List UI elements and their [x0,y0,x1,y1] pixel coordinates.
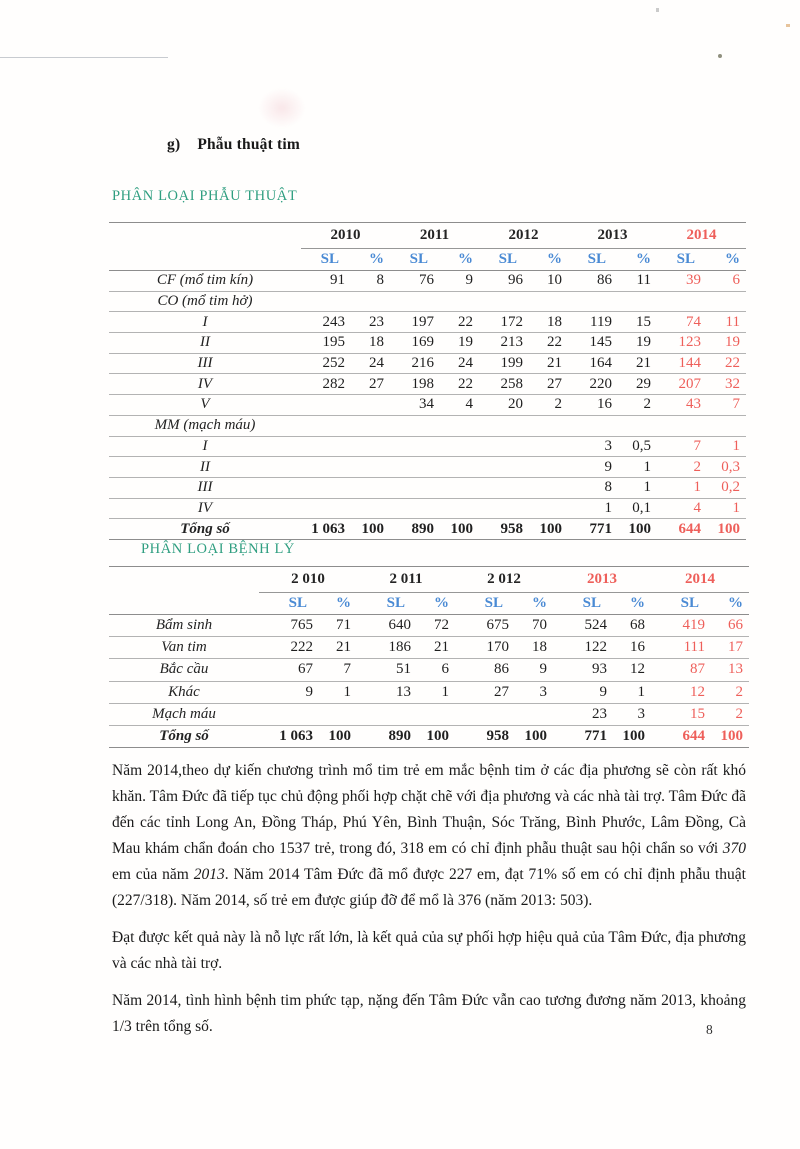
scan-artifact-smudge [258,88,306,128]
value-cell [479,477,529,498]
value-cell: 21 [417,637,455,659]
value-cell: 119 [568,312,618,333]
value-cell [301,436,351,457]
subheader-cell: % [529,249,568,271]
table-head [109,567,749,615]
year-header: 2014 [657,223,746,249]
subheader-cell: % [618,249,657,271]
value-cell: 198 [390,374,440,395]
value-cell [568,415,618,436]
value-cell: 1 [417,681,455,703]
value-cell: 111 [651,637,711,659]
value-cell [529,291,568,312]
subheader-cell: % [711,593,749,615]
text-segment: em của năm [112,866,194,883]
value-cell: 1 [319,681,357,703]
value-cell: 199 [479,353,529,374]
value-cell [351,477,390,498]
value-cell: 771 [553,725,613,747]
subheader-cell: SL [301,249,351,271]
page-number: 8 [706,1022,713,1037]
table-row [109,395,746,416]
page-heading [167,136,300,154]
row-label-cell: MM (mạch máu) [109,415,301,436]
row-label-cell: Bắc cầu [109,659,259,681]
value-cell: 12 [651,681,711,703]
value-cell: 164 [568,353,618,374]
table-row [109,637,749,659]
value-cell [301,457,351,478]
value-cell: 51 [357,659,417,681]
row-label-cell: IV [109,374,301,395]
value-cell [351,291,390,312]
value-cell [390,498,440,519]
value-cell [529,457,568,478]
value-cell: 207 [657,374,707,395]
pathology-classification-table [109,566,749,748]
value-cell: 100 [417,725,455,747]
value-cell [440,436,479,457]
value-cell: 1 [707,436,746,457]
table-head [109,223,746,271]
value-cell: 2 [529,395,568,416]
value-cell [351,436,390,457]
value-cell [390,457,440,478]
value-cell [301,395,351,416]
section-title-surgery-classification: PHÂN LOẠI PHẪU THUẬT [112,188,298,204]
value-cell [351,498,390,519]
body-paragraph [112,988,746,1040]
value-cell: 258 [479,374,529,395]
value-cell: 22 [529,333,568,354]
value-cell: 72 [417,615,455,637]
value-cell: 67 [259,659,319,681]
text-segment: . Năm 2014 Tâm Đức đã mổ được 227 em, đạt 71% số em có chỉ định phẫu thuật (227/318). Năm 2014, số trẻ em được giúp đỡ để mổ là 376 (năm 2013: 503). [112,866,746,909]
value-cell: 890 [357,725,417,747]
text-segment: 370 [722,840,746,857]
year-header: 2013 [553,567,651,593]
value-cell: 220 [568,374,618,395]
value-cell: 15 [618,312,657,333]
value-cell: 644 [651,725,711,747]
value-cell: 21 [529,353,568,374]
year-header: 2010 [301,223,390,249]
value-cell: 18 [529,312,568,333]
value-cell: 11 [707,312,746,333]
row-label-cell: I [109,312,301,333]
value-cell: 1 [568,498,618,519]
subheader-cell: SL [455,593,515,615]
subheader-cell: SL [568,249,618,271]
value-cell [479,498,529,519]
row-label-cell: II [109,457,301,478]
table-row [109,498,746,519]
value-cell [657,291,707,312]
value-cell [390,415,440,436]
value-cell: 86 [568,271,618,292]
value-cell: 22 [440,312,479,333]
value-cell: 7 [707,395,746,416]
value-cell: 213 [479,333,529,354]
row-label-cell: Mạch máu [109,703,259,725]
value-cell [529,436,568,457]
table-corner-cell [109,223,301,271]
value-cell: 68 [613,615,651,637]
table-row [109,333,746,354]
value-cell: 39 [657,271,707,292]
heading-title: Phẫu thuật tim [197,136,301,153]
value-cell: 197 [390,312,440,333]
value-cell: 0,3 [707,457,746,478]
text-segment: Đạt được kết quả này là nỗ lực rất lớn, là kết quả của sự phối hợp hiệu quả của Tâm Đức, địa phương và các nhà tài trợ. [112,929,746,972]
value-cell [319,703,357,725]
value-cell [529,477,568,498]
value-cell [390,477,440,498]
value-cell [301,291,351,312]
value-cell [707,291,746,312]
table-row [109,312,746,333]
value-cell: 20 [479,395,529,416]
value-cell [529,415,568,436]
row-label-cell: V [109,395,301,416]
value-cell: 27 [529,374,568,395]
value-cell: 23 [553,703,613,725]
table-row [109,703,749,725]
table-row [109,457,746,478]
value-cell: 3 [515,681,553,703]
table-corner-cell [109,567,259,615]
value-cell: 675 [455,615,515,637]
value-cell [259,703,319,725]
value-cell: 0,2 [707,477,746,498]
value-cell: 21 [618,353,657,374]
value-cell [440,415,479,436]
scan-artifact-speck [786,24,790,27]
row-label-cell: I [109,436,301,457]
value-cell: 195 [301,333,351,354]
value-cell: 43 [657,395,707,416]
value-cell: 100 [351,519,390,540]
surgery-classification-table [109,222,746,540]
value-cell [618,415,657,436]
value-cell: 7 [657,436,707,457]
value-cell: 771 [568,519,618,540]
scan-artifact-line [0,57,168,58]
year-header: 2 011 [357,567,455,593]
value-cell: 100 [707,519,746,540]
subheader-cell: % [515,593,553,615]
table-row [109,681,749,703]
value-cell: 2 [711,703,749,725]
subheader-cell: SL [479,249,529,271]
row-label-cell: Khác [109,681,259,703]
value-cell: 3 [568,436,618,457]
subheader-cell: SL [651,593,711,615]
value-cell: 640 [357,615,417,637]
value-cell: 1 063 [301,519,351,540]
value-cell: 9 [553,681,613,703]
year-header: 2013 [568,223,657,249]
value-cell [568,291,618,312]
value-cell [657,415,707,436]
value-cell: 7 [319,659,357,681]
body-text-block [112,758,746,1051]
value-cell: 644 [657,519,707,540]
value-cell: 6 [707,271,746,292]
value-cell: 74 [657,312,707,333]
value-cell: 13 [357,681,417,703]
value-cell [440,477,479,498]
value-cell: 122 [553,637,613,659]
value-cell [479,291,529,312]
table-row [109,659,749,681]
value-cell: 19 [618,333,657,354]
value-cell: 243 [301,312,351,333]
year-header: 2014 [651,567,749,593]
value-cell: 186 [357,637,417,659]
value-cell: 100 [711,725,749,747]
row-label-cell: III [109,353,301,374]
value-cell: 2 [618,395,657,416]
value-cell: 419 [651,615,711,637]
subheader-cell: SL [259,593,319,615]
value-cell: 24 [351,353,390,374]
value-cell: 12 [613,659,651,681]
heading-letter: g) [167,136,181,153]
table-row [109,519,746,540]
value-cell [351,415,390,436]
table-row [109,271,746,292]
value-cell: 222 [259,637,319,659]
row-label-cell: Bẩm sinh [109,615,259,637]
value-cell: 32 [707,374,746,395]
value-cell: 11 [618,271,657,292]
subheader-cell: % [440,249,479,271]
value-cell [515,703,553,725]
value-cell: 1 [618,457,657,478]
value-cell: 93 [553,659,613,681]
value-cell: 100 [440,519,479,540]
scan-artifact-speck [718,54,722,58]
value-cell: 145 [568,333,618,354]
value-cell: 9 [568,457,618,478]
row-label-cell: CF (mổ tim kín) [109,271,301,292]
value-cell [417,703,455,725]
text-segment: Năm 2014, tình hình bệnh tim phức tạp, nặng đến Tâm Đức vẫn cao tương đương năm 2013, khoảng 1/3 trên tổng số. [112,992,746,1035]
value-cell [357,703,417,725]
value-cell: 765 [259,615,319,637]
value-cell: 144 [657,353,707,374]
table-row [109,436,746,457]
value-cell: 22 [440,374,479,395]
value-cell: 8 [351,271,390,292]
row-label-cell: II [109,333,301,354]
table-row [109,415,746,436]
value-cell: 10 [529,271,568,292]
value-cell: 958 [455,725,515,747]
scan-artifact-speck [656,8,659,12]
value-cell [301,477,351,498]
value-cell: 890 [390,519,440,540]
value-cell [390,291,440,312]
value-cell: 8 [568,477,618,498]
table-row [109,477,746,498]
value-cell [479,436,529,457]
text-segment: Năm 2014,theo dự kiến chương trình mổ tim trẻ em mắc bệnh tim ở các địa phương sẽ còn rất khó khăn. Tâm Đức đã tiếp tục chủ động phối hợp chặt chẽ với địa phương và các nhà tài trợ. Tâm Đức đã đến các tỉnh Long An, Đồng Tháp, Phú Yên, Bình Thuận, Sóc Trăng, Bình Phước, Lâm Đồng, Cà Mau khám chẩn đoán cho 1537 trẻ, trong đó, 318 em có chỉ định phẫu thuật sau hội chẩn so với [112,762,746,857]
value-cell [440,291,479,312]
row-label-cell: CO (mổ tim hở) [109,291,301,312]
value-cell: 4 [440,395,479,416]
value-cell: 524 [553,615,613,637]
subheader-cell: SL [390,249,440,271]
row-label-cell: IV [109,498,301,519]
subheader-cell: % [351,249,390,271]
subheader-cell: % [417,593,455,615]
value-cell: 2 [657,457,707,478]
value-cell: 1 063 [259,725,319,747]
row-label-cell: Van tim [109,637,259,659]
value-cell: 23 [351,312,390,333]
value-cell: 9 [515,659,553,681]
subheader-cell: SL [357,593,417,615]
value-cell: 29 [618,374,657,395]
value-cell: 18 [351,333,390,354]
subheader-cell: % [319,593,357,615]
value-cell [440,457,479,478]
value-cell: 100 [613,725,651,747]
value-cell: 170 [455,637,515,659]
value-cell: 34 [390,395,440,416]
value-cell: 3 [613,703,651,725]
subheader-cell: % [707,249,746,271]
value-cell: 216 [390,353,440,374]
value-cell: 76 [390,271,440,292]
value-cell: 16 [568,395,618,416]
table-row [109,615,749,637]
value-cell: 1 [707,498,746,519]
value-cell: 0,5 [618,436,657,457]
table-body [109,615,749,748]
value-cell: 4 [657,498,707,519]
value-cell: 172 [479,312,529,333]
value-cell: 91 [301,271,351,292]
subheader-cell: SL [553,593,613,615]
table-row [109,291,746,312]
row-label-cell: Tổng số [109,725,259,747]
value-cell: 70 [515,615,553,637]
value-cell: 9 [440,271,479,292]
value-cell [351,395,390,416]
value-cell: 1 [618,477,657,498]
row-label-cell: III [109,477,301,498]
value-cell: 958 [479,519,529,540]
value-cell: 0,1 [618,498,657,519]
value-cell: 13 [711,659,749,681]
value-cell: 24 [440,353,479,374]
value-cell [301,415,351,436]
table-row [109,725,749,747]
year-header: 2 010 [259,567,357,593]
value-cell [529,498,568,519]
value-cell: 9 [259,681,319,703]
text-segment: 2013 [193,866,225,883]
value-cell [440,498,479,519]
value-cell: 100 [618,519,657,540]
value-cell: 71 [319,615,357,637]
value-cell [390,436,440,457]
value-cell: 1 [657,477,707,498]
value-cell: 27 [455,681,515,703]
body-paragraph [112,925,746,977]
value-cell: 21 [319,637,357,659]
value-cell: 96 [479,271,529,292]
value-cell: 22 [707,353,746,374]
value-cell: 1 [613,681,651,703]
body-paragraph [112,758,746,914]
value-cell: 18 [515,637,553,659]
value-cell [351,457,390,478]
table-row [109,353,746,374]
value-cell: 87 [651,659,711,681]
value-cell [479,457,529,478]
value-cell: 19 [440,333,479,354]
value-cell: 16 [613,637,651,659]
value-cell [618,291,657,312]
row-label-cell: Tổng số [109,519,301,540]
value-cell: 27 [351,374,390,395]
subheader-cell: % [613,593,651,615]
subheader-cell: SL [657,249,707,271]
year-header: 2 012 [455,567,553,593]
value-cell: 100 [529,519,568,540]
value-cell: 6 [417,659,455,681]
value-cell: 17 [711,637,749,659]
value-cell [455,703,515,725]
value-cell: 19 [707,333,746,354]
table-row [109,374,746,395]
value-cell: 15 [651,703,711,725]
value-cell: 100 [319,725,357,747]
value-cell: 169 [390,333,440,354]
value-cell: 123 [657,333,707,354]
table-body [109,271,746,540]
value-cell: 282 [301,374,351,395]
value-cell: 252 [301,353,351,374]
section-title-pathology-classification: PHÂN LOẠI BỆNH LÝ [141,541,295,557]
value-cell [479,415,529,436]
value-cell: 66 [711,615,749,637]
year-header: 2011 [390,223,479,249]
value-cell [707,415,746,436]
value-cell: 100 [515,725,553,747]
value-cell: 2 [711,681,749,703]
year-header: 2012 [479,223,568,249]
value-cell: 86 [455,659,515,681]
value-cell [301,498,351,519]
